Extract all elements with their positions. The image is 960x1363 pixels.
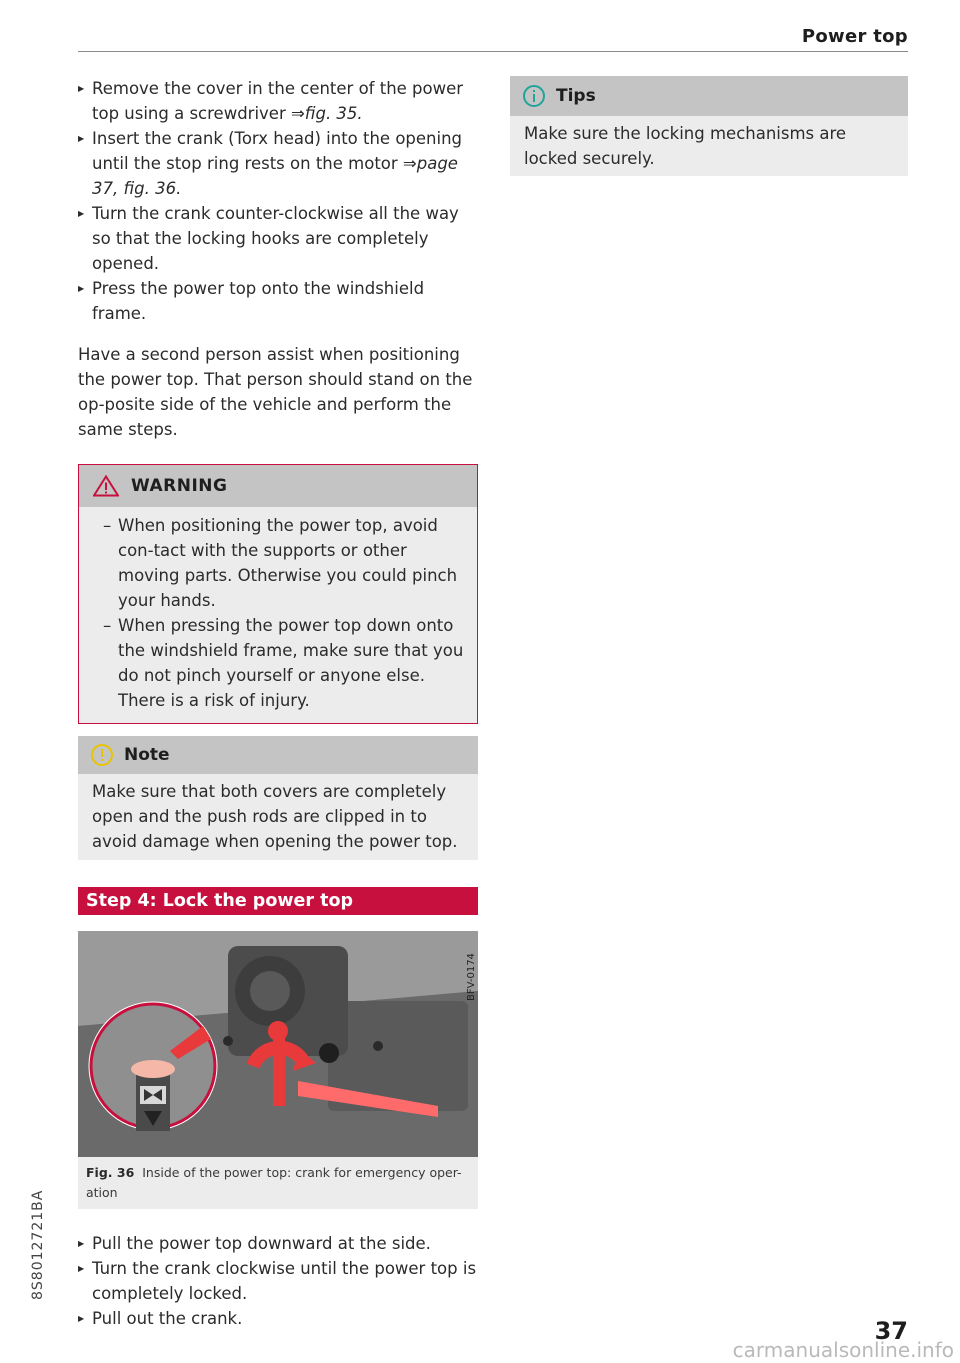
right-column [510,76,908,176]
figure-36 [78,931,478,1209]
warning-title: WARNING [131,476,228,496]
list-item: ▶ Pull the power top downward at the side. [78,1231,478,1256]
figure-caption [78,1157,478,1209]
crank-illustration [78,931,478,1157]
tips-title: Tips [556,86,596,106]
list-item: ▶ Turn the crank counter-clockwise all the way so that the locking hooks are completely opened. [78,201,478,276]
list-item: ▶ Press the power top onto the windshield frame. [78,276,478,326]
assist-paragraph: Have a second person assist when positioning the power top. That person should stand on the op-posite side of the vehicle and perform the same steps. [78,345,473,439]
caption-text: Inside of the power top: crank for emergency oper-ation [86,1165,462,1200]
warning-triangle-icon [93,475,119,497]
instruction-list-bottom [78,1231,478,1331]
cross-reference-link[interactable]: ⇒fig. 35. [290,104,363,123]
note-box [78,736,478,860]
info-circle-icon [522,84,546,108]
tips-header [510,76,908,116]
warning-list [91,513,465,713]
left-column [78,76,478,1331]
page-header-title: Power top [801,26,908,47]
step-heading: Step 4: Lock the power top [78,887,478,915]
caption-label: Fig. 36 [86,1165,135,1180]
header-divider [78,51,908,52]
warning-item: – When positioning the power top, avoid con-tact with the supports or other moving parts. Otherwise you could pinch your hands. [91,513,465,613]
list-item: ▶ Turn the crank clockwise until the power top is completely locked. [78,1256,478,1306]
warning-header [79,465,477,507]
note-header [78,736,478,774]
note-title: Note [124,745,170,765]
tips-text: Make sure the locking mechanisms are locked securely. [510,116,908,176]
instruction-list-top [78,76,478,326]
watermark-site: carmanualsonline.info [732,1338,954,1362]
warning-box [78,464,478,724]
exclamation-circle-icon [90,743,114,767]
cross-reference-link[interactable]: ⇒page 37, fig. 36. [92,154,458,198]
figure-code: BFV-0174 [466,953,477,1001]
warning-item: – When pressing the power top down onto the windshield frame, make sure that you do not pinch yourself or anyone else. There is a risk of injury. [91,613,465,713]
list-item: ▶ Pull out the crank. [78,1306,478,1331]
document-code: 8S8012721BA [30,1189,46,1300]
tips-box [510,76,908,176]
list-item: ▶ Insert the crank (Torx head) into the opening until the stop ring rests on the motor ⇒page 37, fig. 36. [78,126,478,201]
note-text: Make sure that both covers are completely open and the push rods are clipped in to avoid damage when opening the power top. [92,782,458,851]
list-item: ▶ Remove the cover in the center of the power top using a screwdriver ⇒fig. 35. [78,76,478,126]
page-number: 37 [874,1317,908,1345]
